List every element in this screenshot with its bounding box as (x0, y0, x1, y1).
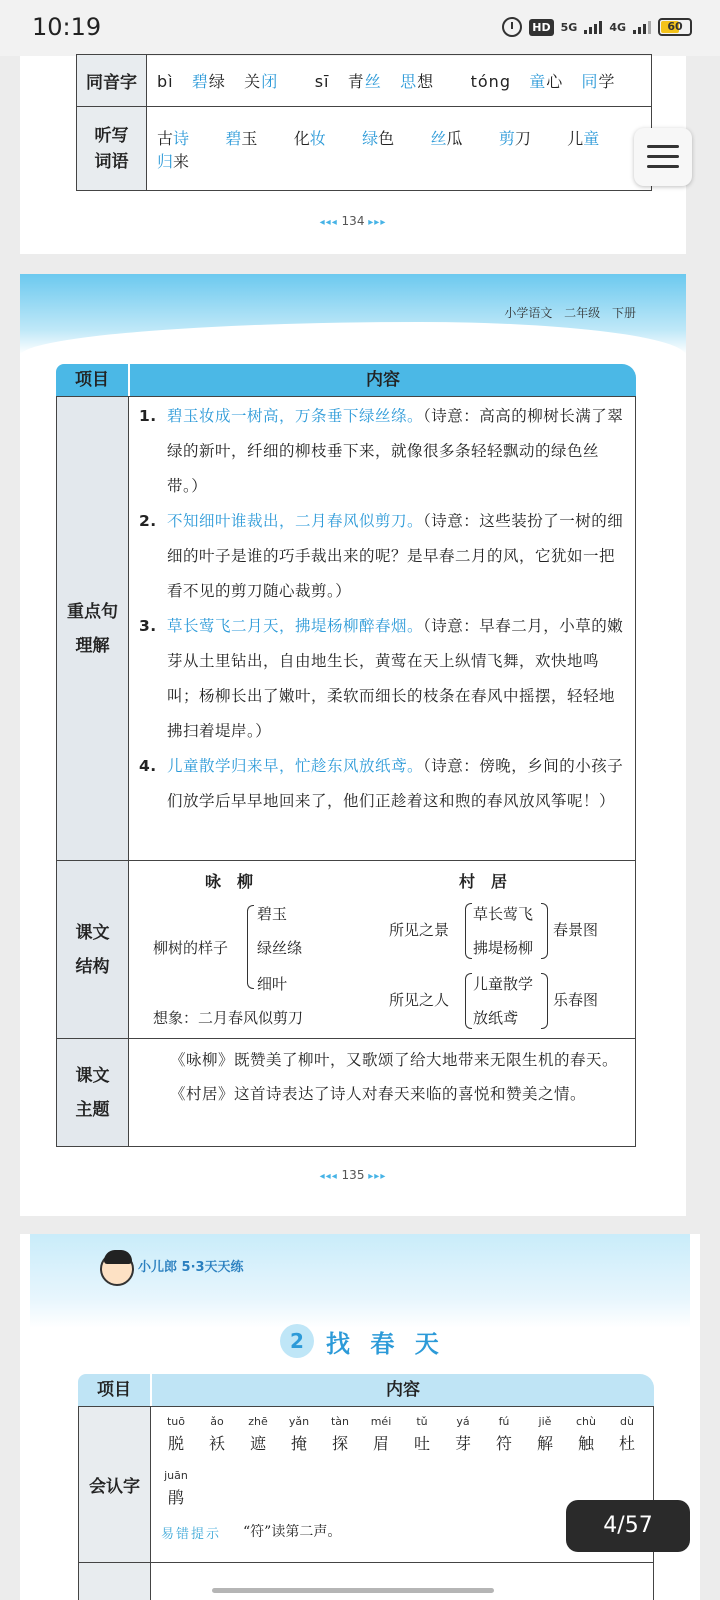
char-hanzi: 吐 (413, 1434, 430, 1453)
col-header-item: 项目 (78, 1374, 150, 1406)
poem-meaning: （诗意：这些装扮了一树的细细的叶子是谁的巧手裁出来的呢？是早春二月的风，它犹如一把看不见的剪刀随心裁剪。） (167, 512, 624, 600)
pinyin: sī (314, 72, 330, 91)
poem1-title: 咏 柳 (205, 872, 254, 891)
menu-button[interactable] (634, 128, 692, 186)
word: 剪刀 (498, 128, 531, 148)
right-arrows-icon: ▸▸▸ (368, 217, 387, 228)
sentence-item (139, 399, 627, 504)
char-hanzi: 眉 (372, 1434, 389, 1453)
poem1-imagination: 想象：二月春风似剪刀 (153, 1009, 304, 1027)
poem-quote: 儿童散学归来早，忙趁东风放纸鸢。 (167, 757, 424, 775)
structure-diagram (129, 861, 635, 1037)
battery-level: 60 (667, 20, 683, 33)
mascot-icon (100, 1252, 134, 1286)
signal-icon-2 (633, 20, 651, 34)
char-hanzi: 掩 (290, 1434, 307, 1453)
poem1-branch: 碧玉 (257, 905, 288, 923)
network-4g-label: 4G (609, 20, 626, 34)
homophone-cell (147, 55, 652, 107)
char-hanzi: 芽 (454, 1434, 471, 1453)
word: 古诗 (157, 128, 190, 148)
char-pinyin: juān (164, 1469, 188, 1482)
poem1-branch: 绿丝绦 (257, 939, 303, 957)
table-header (56, 364, 636, 396)
page-number-text: 134 (341, 214, 365, 228)
left-arrows-icon: ◂◂◂ (319, 217, 338, 228)
poem-quote: 碧玉妆成一树高，万条垂下绿丝绦。 (167, 407, 424, 425)
home-indicator[interactable] (212, 1588, 494, 1593)
row-label-dictation: 听写词语 (77, 107, 147, 191)
table-header (78, 1374, 654, 1406)
hamburger-line (647, 155, 679, 158)
char-hanzi: 脱 (167, 1434, 184, 1453)
poem-meaning: （诗意：高高的柳树长满了翠绿的新叶，纤细的柳枝垂下来，就像很多条轻轻飘动的绿色丝带。） (167, 407, 624, 495)
battery-icon (658, 18, 692, 36)
char-pinyin: zhē (248, 1415, 268, 1428)
col-header-content: 内容 (130, 364, 636, 396)
char-pinyin: yǎn (288, 1415, 310, 1428)
word: 青丝 (347, 72, 382, 91)
row-label-key-sentences: 重点句理解 (57, 397, 129, 861)
char-hanzi: 符 (495, 1434, 512, 1453)
item-number: 2. (139, 512, 157, 530)
word: 化妆 (293, 128, 326, 148)
poem-quote: 不知细叶谁裁出，二月春风似剪刀。 (167, 512, 424, 530)
page-number-135 (20, 1168, 686, 1182)
row-label-recognize: 会认字 (79, 1407, 151, 1563)
row-label-next (79, 1563, 151, 1600)
tip-text: “符”读第二声。 (243, 1524, 342, 1540)
page-number-134 (20, 214, 686, 228)
alarm-icon (502, 17, 522, 37)
sentence-item (139, 749, 627, 819)
grade-label: 小学语文 二年级 下册 (504, 306, 636, 320)
char-hanzi: 杜 (618, 1434, 635, 1453)
right-arrows-icon: ▸▸▸ (368, 1171, 387, 1182)
lesson-number-badge: 2 (280, 1324, 314, 1358)
poem2-item: 儿童散学 (473, 975, 534, 993)
item-number: 3. (139, 617, 157, 635)
status-bar (0, 0, 720, 56)
poem2-item: 草长莺飞 (473, 905, 534, 923)
tip-label: 易错提示 (161, 1527, 222, 1542)
char-pinyin: tuō (166, 1415, 185, 1428)
word: 丝瓜 (430, 128, 463, 148)
poem2-result: 春景图 (553, 921, 599, 939)
row-label-homophone: 同音字 (77, 55, 147, 107)
row-label-theme: 课文主题 (57, 1039, 129, 1147)
page-134 (20, 56, 686, 254)
poem-meaning: （诗意：早春二月，小草的嫩芽从土里钻出，自由地生长，黄莺在天上纵情飞舞，欢快地鸣叫；杨柳长出了嫩叶，柔软而细长的枝条在春风中摇摆，轻轻地拂扫着堤岸。） (167, 617, 624, 740)
left-arrows-icon: ◂◂◂ (319, 1171, 338, 1182)
poem2-item: 放纸鸢 (473, 1009, 519, 1027)
word: 绿色 (362, 128, 395, 148)
next-row-cell (151, 1563, 654, 1600)
poem1-root: 柳树的样子 (153, 939, 229, 957)
hamburger-line (647, 165, 679, 168)
hd-badge: HD (529, 19, 553, 36)
dictation-cell (147, 107, 652, 191)
word: 儿童 (567, 128, 600, 148)
poem-quote: 草长莺飞二月天，拂堤杨柳醉春烟。 (167, 617, 424, 635)
poem1-bracket (247, 905, 254, 989)
signal-icon (584, 20, 602, 34)
word: 童心 (529, 72, 564, 91)
word: 关闭 (244, 72, 279, 91)
char-pinyin: dù (620, 1415, 634, 1428)
poem-meaning: （诗意：傍晚，乡间的小孩子们放学后早早地回来了，他们正趁着这和煦的春风放风筝呢！） (167, 757, 624, 810)
char-pinyin: méi (370, 1415, 392, 1428)
word: 碧玉 (225, 128, 258, 148)
status-time: 10:19 (32, 13, 102, 41)
hamburger-line (647, 145, 679, 148)
poem2-bracket (465, 973, 472, 1029)
poem2-result: 乐春图 (553, 991, 599, 1009)
poem2-item: 拂堤杨柳 (473, 939, 534, 957)
item-number: 1. (139, 407, 157, 425)
char-pinyin: tǔ (416, 1415, 428, 1428)
char-pinyin: jiě (538, 1415, 552, 1428)
lesson-title: 找 春 天 (326, 1330, 445, 1358)
key-sentences-cell (129, 397, 636, 861)
lesson-table (56, 396, 636, 1147)
status-icons (502, 17, 692, 37)
poem2-seen-scene: 所见之景 (389, 921, 450, 939)
poem1-branch: 细叶 (257, 975, 288, 993)
char-hanzi: 探 (331, 1434, 348, 1453)
word: 归来 (157, 151, 190, 171)
poem2-title: 村 居 (459, 872, 508, 891)
brand-label: 小儿郎 5·3天天练 (138, 1260, 244, 1275)
lesson-table (78, 1406, 654, 1600)
network-5g-label: 5G (560, 20, 578, 34)
theme-paragraph: 《村居》这首诗表达了诗人对春天来临的喜悦和赞美之情。 (170, 1085, 587, 1103)
col-header-content: 内容 (152, 1374, 654, 1406)
pinyin: bì (157, 72, 174, 91)
col-header-item: 项目 (56, 364, 128, 396)
char-pinyin: ǎo (210, 1415, 224, 1428)
char-pinyin: chù (576, 1415, 596, 1428)
poem2-bracket-right (541, 973, 548, 1029)
pinyin: tóng (470, 72, 511, 91)
char-hanzi: 触 (577, 1434, 594, 1453)
theme-paragraph: 《咏柳》既赞美了柳叶，又歌颂了给大地带来无限生机的春天。 (170, 1051, 619, 1069)
poem2-seen-people: 所见之人 (389, 991, 450, 1009)
page-135 (20, 274, 686, 1216)
char-pinyin: fú (498, 1415, 510, 1428)
word: 同学 (581, 72, 616, 91)
page-number-text: 135 (341, 1168, 365, 1182)
structure-cell (129, 861, 636, 1039)
poem2-bracket (465, 903, 472, 959)
char-hanzi: 袄 (208, 1434, 225, 1453)
item-number: 4. (139, 757, 157, 775)
theme-cell (129, 1039, 636, 1147)
char-hanzi: 鹃 (167, 1488, 184, 1507)
page-counter: 4/57 (566, 1500, 690, 1552)
word: 思想 (400, 72, 435, 91)
word: 碧绿 (191, 72, 226, 91)
char-pinyin: yá (456, 1415, 470, 1428)
sentence-item (139, 609, 627, 749)
char-pinyin: tàn (330, 1415, 350, 1428)
poem2-bracket-right (541, 903, 548, 959)
vocab-table (76, 54, 652, 191)
row-label-structure: 课文结构 (57, 861, 129, 1039)
char-hanzi: 解 (536, 1434, 553, 1453)
sentence-item (139, 504, 627, 609)
char-hanzi: 遮 (249, 1434, 266, 1453)
